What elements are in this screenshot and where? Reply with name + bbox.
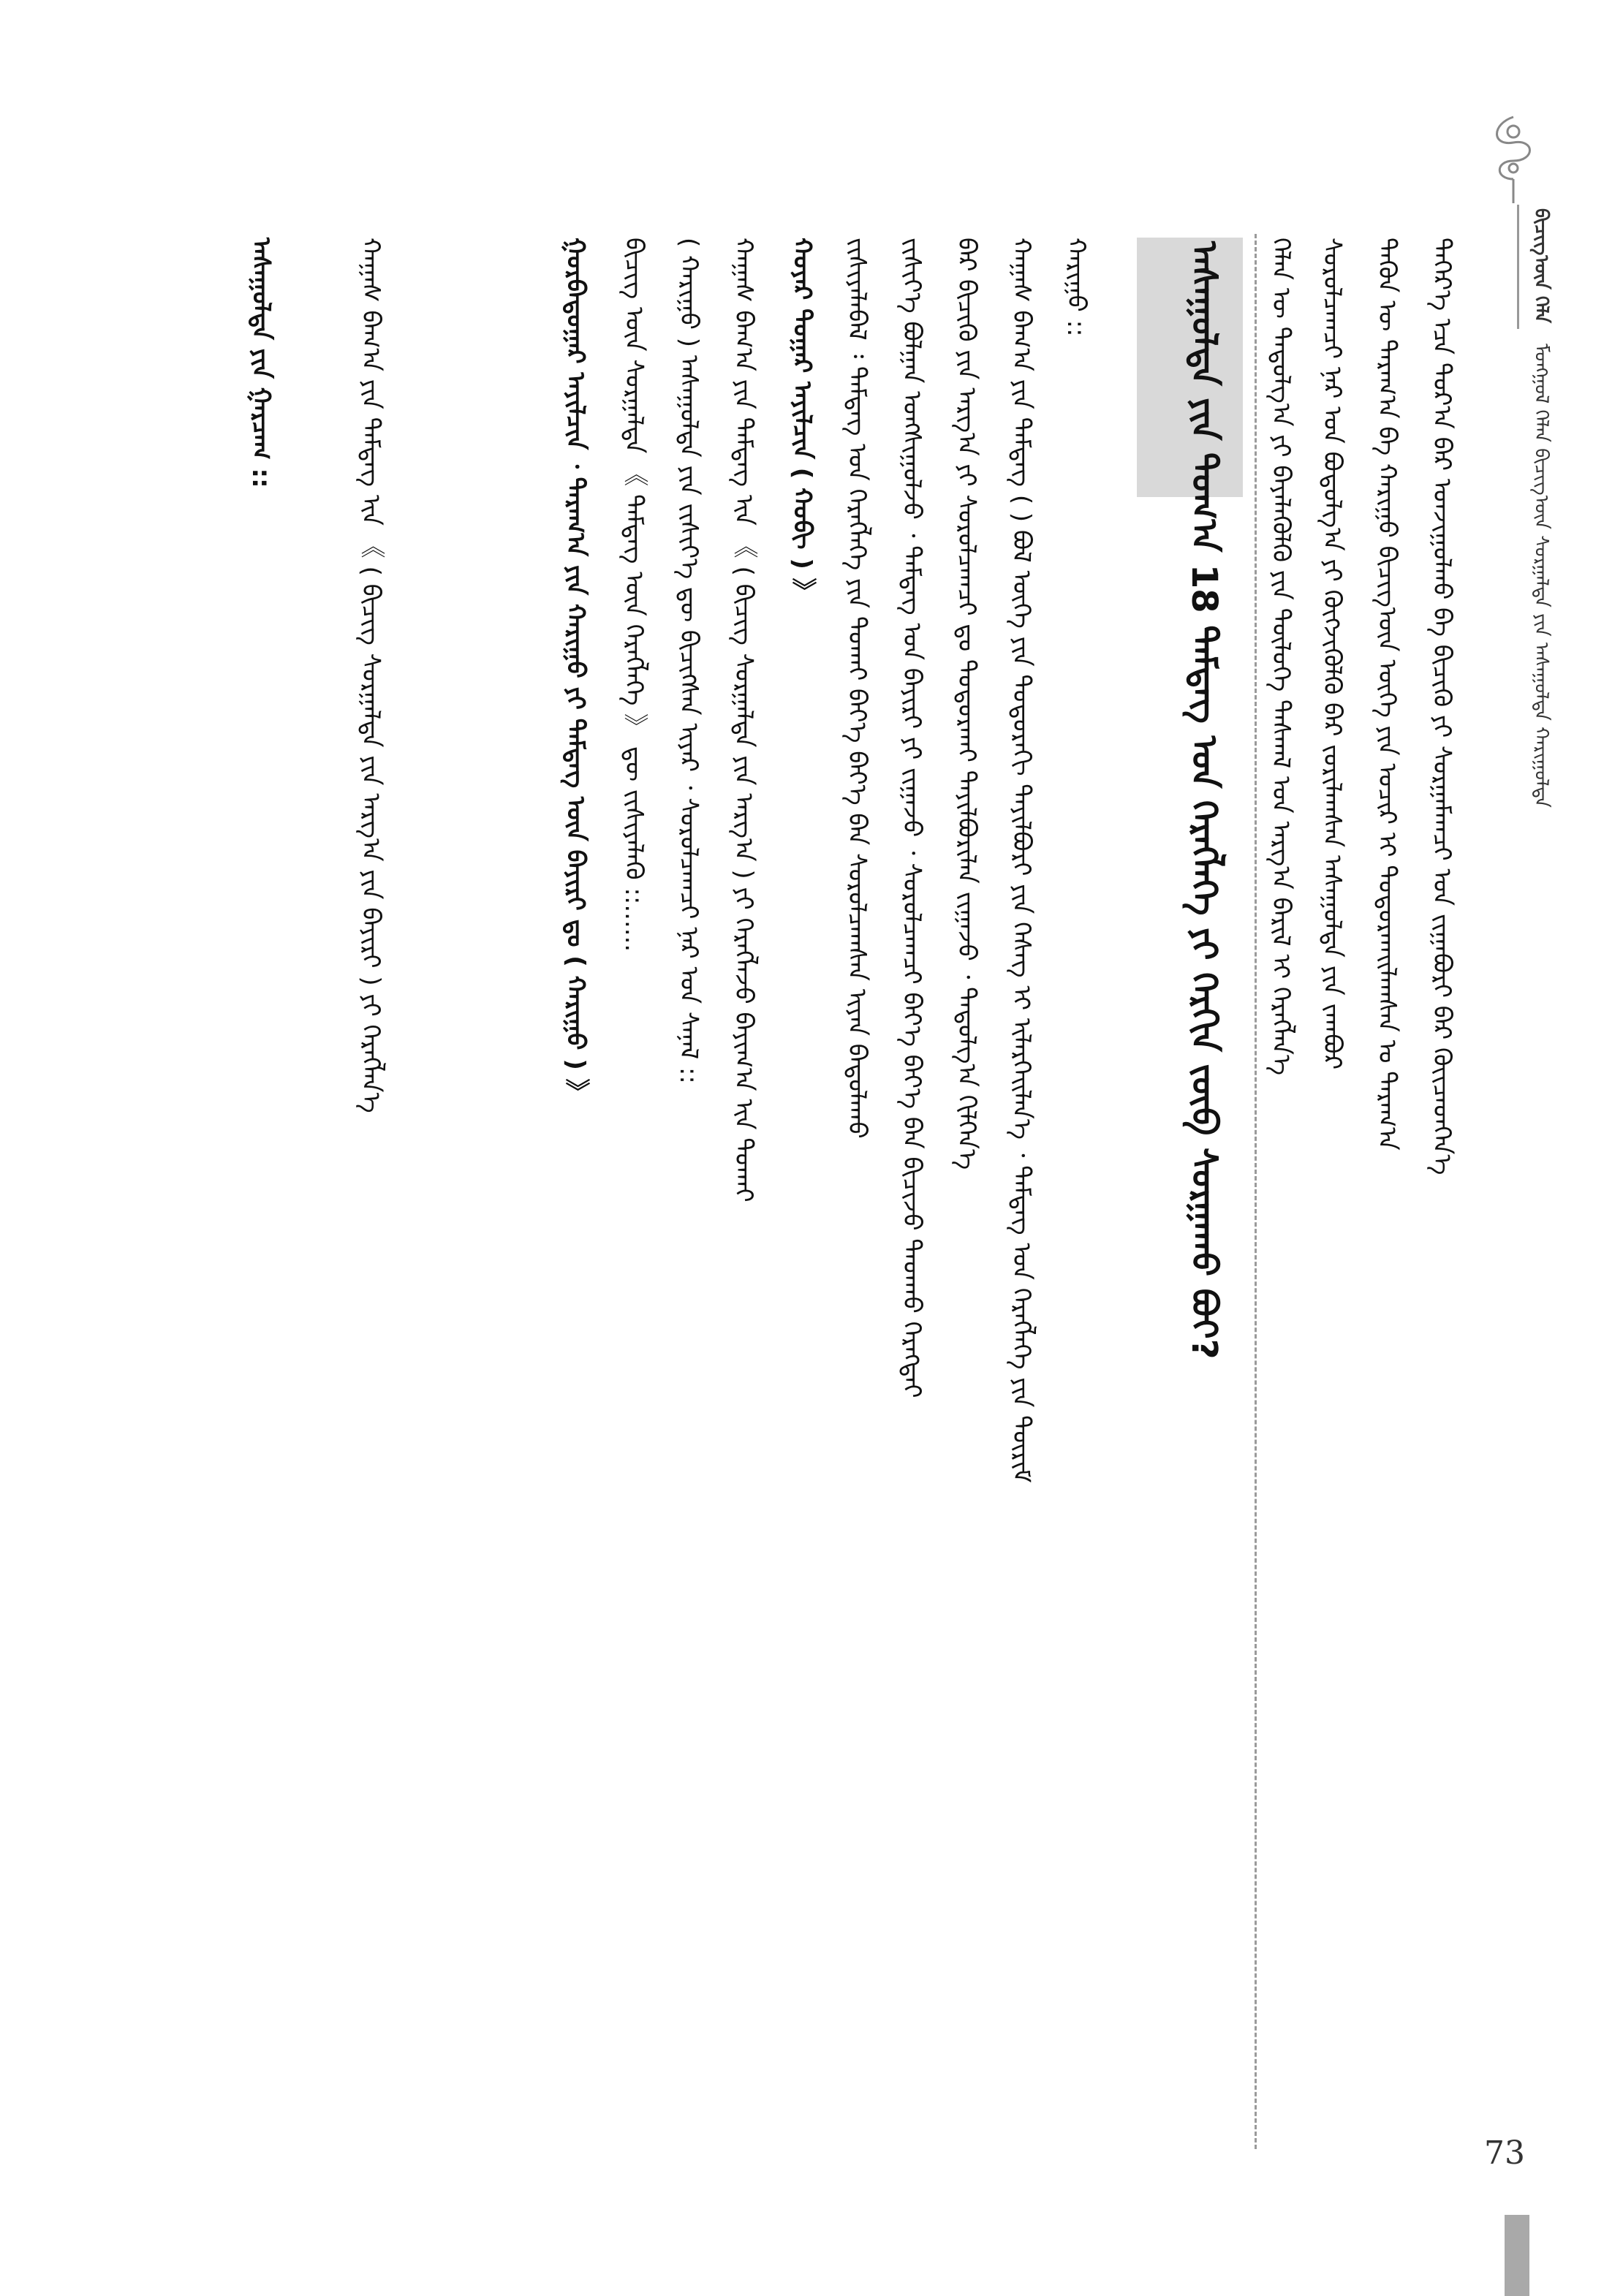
page-number: 73 — [1484, 2134, 1525, 2172]
intro-column: ᠰᠤᠷᠤᠯᠴᠠᠭᠴᠢ ᠨᠠᠷ ᠤᠨ ᠪᠤᠳᠤᠯᠭ᠎ᠠ ᠶᠢ ᠬᠥᠭᠵᠢᠭᠦᠯᠬᠦ ᠪᠠᠷ ᠵᠣᠷᠢᠯᠠᠭᠰᠠᠨ ᠠᠰᠠᠭᠤᠯᠲᠠ ᠶᠢᠨ ᠵᠠᠭᠪᠤᠷ — [1317, 238, 1347, 1070]
subheading: ᠠᠰᠠᠭᠤᠯᠲᠠ ᠶᠢᠨ ᠭᠠᠷᠴᠠᠭ :: — [246, 238, 276, 488]
body-column: ᠵᠢᠱᠢᠶ᠎ᠡ ᠪᠣᠯᠭᠠᠨ ᠤᠩᠰᠢᠭᠤᠯᠵᠤ ᠂ ᠲᠡᠮᠳᠡᠭ᠌ ᠤᠨ ᠪᠠᠶᠢᠷᠢ ᠶᠢ ᠵᠢᠭᠠᠵᠤ ᠂ ᠰᠤᠷᠤᠯᠴᠠᠭᠴᠢ ᠪᠡᠶ᠎ᠡ ᠪᠡᠶ᠎ᠡ ᠪᠡᠨ ᠪᠢᠴᠢᠵᠦ ᠳᠠᠳᠬᠤ ᠬᠡᠷᠡᠭᠲᠡᠢ — [897, 238, 926, 1398]
subheading: ᠬᠣᠶᠠᠷ ᠳᠤᠭᠠᠷ ᠠᠶᠢᠯᠴᠢᠨ ( ᠬᠤᠪᠢ ) 》 — [787, 238, 817, 603]
body-column: ᠪᠢᠴᠢᠭ᠌ ᠦᠨ ᠰᠤᠷᠭᠠᠯᠲᠠ 《 ᠲᠡᠮᠳᠡᠭ᠌ ᠦᠨ ᠬᠡᠷᠡᠭᠯᠡᠭᠡ 》 ᠳᠦ ᠵᠢᠱᠢᠶᠡᠯᠡᠬᠦ ::...... — [619, 238, 648, 952]
header-rule — [1517, 205, 1519, 329]
section-label: ᠪᠢᠴᠢᠭ᠎ᠦᠨ ᠬᠡᠯᠡ — [1530, 208, 1552, 323]
body-column: ( ᠬᠠᠷᠢᠭᠤ ) ᠠᠰᠠᠭᠤᠯᠲᠠ ᠶᠢᠨ ᠵᠢᠱᠢᠶ᠎ᠡ ᠳᠦ ᠪᠢᠴᠢᠭᠰᠡᠨ ᠢᠶᠠᠷ ᠂ ᠰᠤᠷᠤᠯᠴᠠᠭᠴᠢ ᠨᠠᠷ ᠤᠨ ᠰᠠᠨᠠᠯ :: — [674, 238, 703, 1084]
intro-column: ᠲᠡᠭᠦᠨ ᠦ ᠳᠠᠷᠠᠭ᠎ᠠ ᠪᠠ ᠬᠠᠷᠢᠭᠤ ᠪᠢᠴᠢᠭ᠎ᠦᠨ ᠦᠭᠡ ᠶᠢᠨ ᠤᠴᠢᠷ ᠢ ᠲᠣᠳᠣᠷᠬᠠᠢᠯᠠᠭᠰᠠᠨ ᠤ ᠳᠠᠷᠠᠭ᠎ᠠ — [1372, 238, 1401, 1151]
body-column: ᠪᠠᠷ ᠪᠢᠴᠢᠬᠦ ᠶᠢᠨ ᠠᠷᠭ᠎ᠠ ᠶᠢ ᠰᠤᠷᠤᠯᠴᠠᠭᠴᠢ ᠳᠤ ᠲᠣᠳᠣᠷᠬᠠᠢ ᠲᠠᠶᠢᠯᠪᠤᠷᠢᠯᠠᠨ ᠵᠢᠭᠠᠵᠤ ᠂ ᠳᠠᠳᠤᠯᠭ᠎ᠠ ᠬᠢᠯᠭᠡᠨ᠎ᠡ — [952, 238, 981, 1170]
intro-column: ᠳᠡᠭᠡᠷ᠎ᠡ ᠡᠴᠡ ᠳᠤᠷ᠎ᠠ ᠪᠠᠷ ᠤᠨᠵᠢᠭᠤᠯᠬᠤ ᠪᠠ ᠪᠢᠴᠢᠬᠦ ᠶᠢ ᠰᠤᠷᠭᠠᠮᠠᠭᠴᠢ ᠤᠨ ᠵᠢᠭᠠᠪᠤᠷᠢ ᠪᠠᠷ ᠭᠦᠢᠴᠡᠳᠬᠡᠨ᠎ᠡ — [1427, 238, 1456, 1175]
running-title: ᠮᠣᠩᠭᠣᠯ ᠬᠡᠯᠡᠨ ᠪᠢᠴᠢᠭ᠎ᠦᠨ ᠰᠤᠷᠭᠠᠯᠲᠠ ᠶᠢᠨ ᠠᠰᠠᠭᠤᠯᠲᠠ ᠬᠠᠷᠢᠭᠤᠯᠲᠠ — [1530, 344, 1552, 808]
body-column: ᠬᠠᠷᠢᠭᠤ :: — [1062, 238, 1091, 337]
side-tab — [1505, 2215, 1529, 2296]
section-divider — [1255, 234, 1257, 2149]
decorative-flourish-icon — [1484, 110, 1543, 205]
subheading: ᠭᠤᠷᠪᠠᠳᠤᠭᠠᠷ ᠠᠶᠢᠯᠴᠢᠨ ᠂ ᠳᠠᠷᠠᠭ᠎ᠠ ᠶᠢᠨ ᠬᠠᠷᠢᠭᠤ ᠶᠢ ᠲᠡᠮᠳᠡᠭ᠌ ᠦᠨ ᠪᠠᠶᠢᠷᠢ ᠳᠤ ( ᠬᠠᠷᠢᠭᠤ ) 》 — [561, 238, 590, 1104]
body-column: ᠬᠠᠭᠠᠰ ᠪᠠᠭ᠎ᠠ ᠶᠢᠨ ᠲᠡᠮᠳᠡᠭ ᠢᠨ 《 ( ᠪᠢᠴᠢᠭ᠌ ᠰᠤᠷᠭᠠᠯᠲᠠ ᠶᠢᠨ ᠠᠷᠭ᠎ᠠ ) ᠶᠢ ᠬᠡᠷᠡᠭᠯᠡᠵᠦ ᠪᠠᠶᠢᠭ᠎ᠠ ᠢᠨ ᠲᠤᠬᠠᠢ — [729, 238, 758, 1202]
body-column: ᠬᠠᠭᠠᠰ ᠪᠠᠭ᠎ᠠ ᠶᠢᠨ ᠲᠡᠮᠳᠡᠭ ᠢᠨ 《 ( ᠪᠢᠴᠢᠭ᠌ ᠰᠤᠷᠭᠠᠯᠲᠠ ᠶᠢᠨ ᠠᠷᠭ᠎ᠠ ᠶᠢᠨ ᠪᠠᠶᠢᠷᠢ ) ᠶᠢ ᠬᠡᠷᠡᠭᠯᠡᠨ᠎ᠡ — [356, 238, 385, 1113]
body-column: ᠬᠠᠭᠠᠰ ᠪᠠᠭ᠎ᠠ ᠶᠢᠨ ᠲᠡᠮᠳᠡᠭ ( ) ᠪᠣᠯ ᠦᠭᠡ ᠶᠢᠨ ᠳᠣᠲᠣᠷᠠᠬᠢ ᠲᠠᠶᠢᠯᠪᠤᠷᠢ ᠶᠢᠨ ᠬᠡᠰᠡᠭ ᠢ ᠢᠯᠡᠷᠬᠡᠢᠯᠡᠨ᠎ᠡ ᠂ ᠲᠡᠮᠳᠡᠭ᠌ ᠤᠨ ᠬᠡᠷᠡᠭᠯᠡᠭᠡ ᠶᠢᠨ ᠳᠦᠷᠢᠮ — [1007, 238, 1036, 1483]
section-title: ᠠᠰᠠᠭᠤᠯᠲᠠ ᠶᠢᠨ ᠲᠣᠭ᠎ᠠ 18 ᠲᠡᠮᠳᠡᠭ᠌ ᠤᠨ ᠬᠡᠷᠡᠭᠯᠡᠭᠡ ᠶᠢ ᠬᠡᠷᠬᠢᠨ ᠵᠥᠪ ᠰᠤᠷᠭᠠᠬᠤ ᠪᠤᠢ? — [1184, 241, 1225, 1360]
intro-column: ᠬᠡᠯᠡᠨ ᠦ ᠳᠠᠳᠤᠯᠭ᠎ᠠ ᠶᠢ ᠪᠡᠶᠡᠯᠡᠭᠦᠯᠬᠦ ᠶᠢᠨ ᠲᠥᠯᠥᠭᠡ ᠳᠠᠰᠬᠠᠯ ᠤᠨ ᠠᠷᠭ᠎ᠠ ᠪᠠᠷᠢᠯ ᠢ ᠬᠡᠷᠡᠭᠯᠡᠨ᠎ᠡ — [1266, 238, 1295, 1075]
body-column: ᠵᠢᠱᠢᠶᠡᠯᠡᠪᠡᠯ ᠄ ᠲᠡᠮᠳᠡᠭ᠌ ᠤᠨ ᠬᠡᠷᠡᠭᠯᠡᠭᠡ ᠶᠢᠨ ᠲᠤᠬᠠᠢ ᠪᠡᠶ᠎ᠡ ᠪᠡᠶ᠎ᠡ ᠪᠡᠨ ᠰᠤᠷᠤᠯᠴᠠᠭᠰᠠᠨ ᠢᠶᠠᠨ ᠪᠠᠲᠤᠯᠠᠬᠤ — [842, 238, 871, 1139]
